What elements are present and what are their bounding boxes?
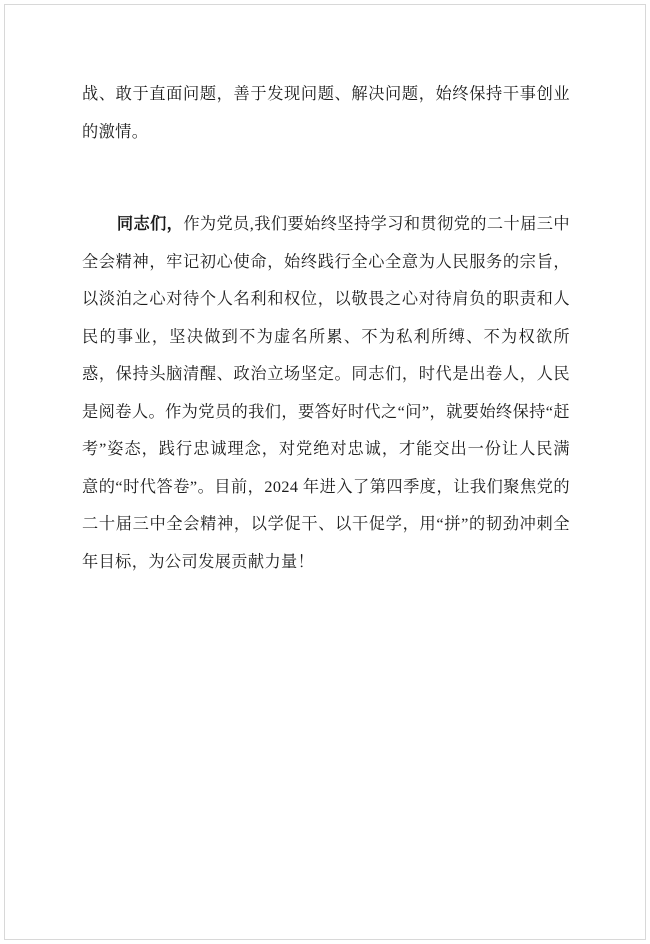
paragraph-1-text: 战、敢于直面问题，善于发现问题、解决问题，始终保持干事创业的激情。	[82, 85, 570, 141]
paragraph-1	[82, 76, 570, 151]
paragraph-2-lead: 同志们，	[116, 215, 184, 233]
paragraph-gap	[82, 151, 570, 206]
paragraph-2-text: 作为党员,我们要始终坚持学习和贯彻党的二十届三中全会精神，牢记初心使命，始终践行全心全意为人民服务的宗旨，以淡泊之心对待个人名利和权位，以敬畏之心对待肩负的职责和人民的事业，坚决做到不为虚名所累、不为私利所缚、不为权欲所惑，保持头脑清醒、政治立场坚定。同志们，时代是出卷人，人民是阅卷人。作为党员的我们，要答好时代之“问”，就要始终保持“赶考”姿态，践行忠诚理念，对党绝对忠诚，才能交出一份让人民满意的“时代答卷”。目前，2024 年进入了第四季度，让我们聚焦党的二十届三中全会精神，以学促干、以干促学，用“拼”的韧劲冲刺全年目标，为公司发展贡献力量！	[82, 215, 570, 571]
document-body	[82, 76, 570, 921]
paragraph-2	[82, 206, 570, 581]
page-trailing-space	[82, 581, 570, 921]
